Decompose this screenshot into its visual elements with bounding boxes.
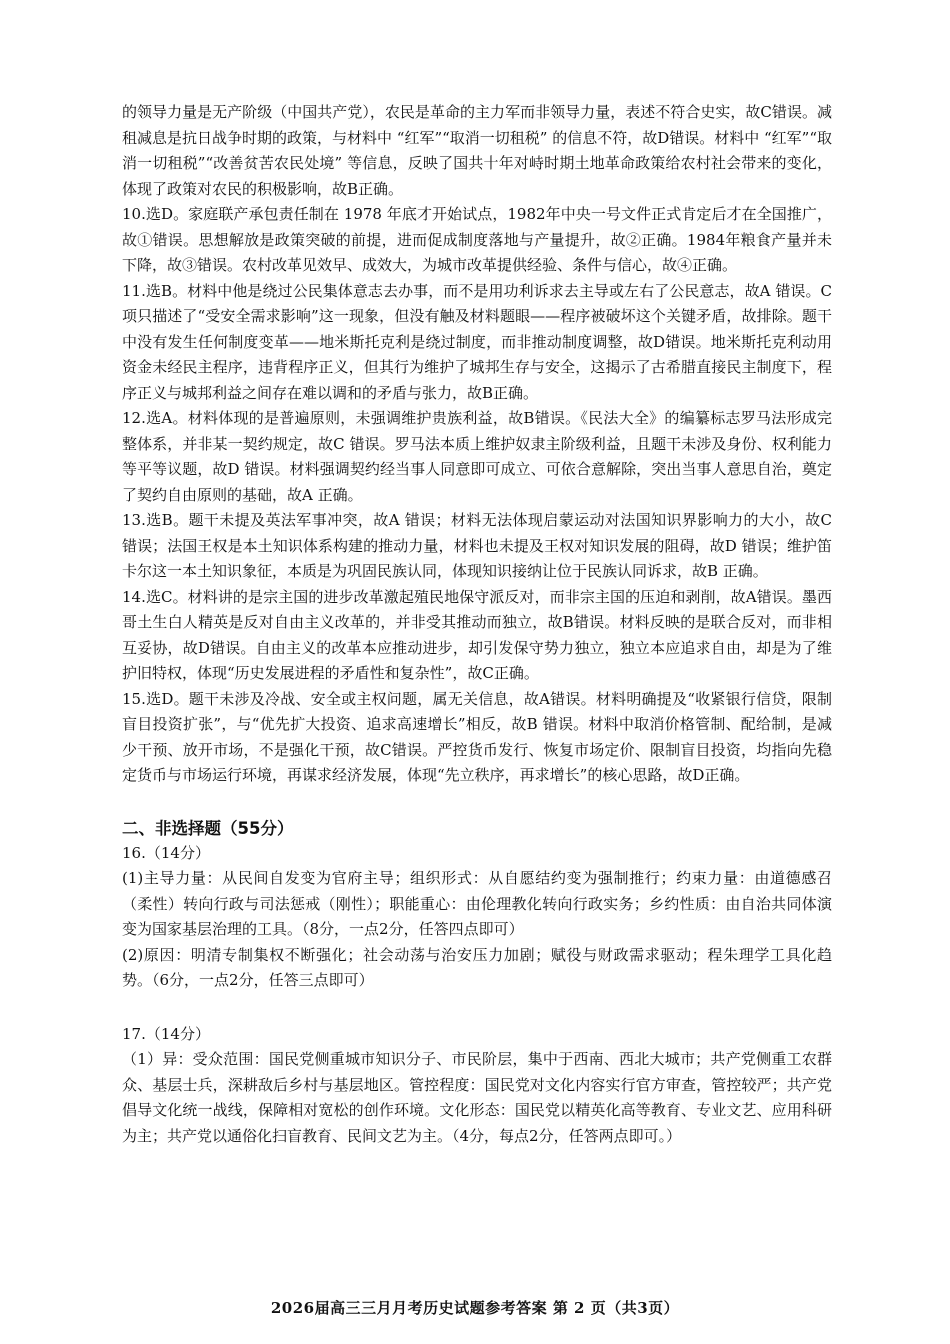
spacer	[122, 789, 832, 817]
q15-answer: 15.选D。题干未涉及冷战、安全或主权问题，属无关信息，故A错误。材料明确提及“收紧银行信贷，限制盲目投资扩张”，与“优先扩大投资、追求高速增长”相反，故B 错误。材料中取消价格管制、配给制，是减少干预、放开市场，不是强化干预，故C错误。严控货币发行、恢复市场定价、限制盲目投资，均指向先稳定货币与市场运行环境，再谋求经济发展，体现“先立秩序，再求增长”的核心思路，故D正确。	[122, 689, 832, 784]
q13-answer: 13.选B。题干未提及英法军事冲突，故A 错误；材料无法体现启蒙运动对法国知识界影响力的大小，故C 错误；法国王权是本土知识体系构建的推动力量，材料也未提及王权对知识发展的阻碍，故D 错误；维护笛卡尔这一本土知识象征，本质是为巩固民族认同，体现知识接纳让位于民族认同诉求，故B 正确。	[122, 511, 832, 580]
q17-part1: （1）异：受众范围：国民党侧重城市知识分子、市民阶层，集中于西南、西北大城市；共产党侧重工农群众、基层士兵，深耕敌后乡村与基层地区。管控程度：国民党对文化内容实行官方审查，管控较严；共产党倡导文化统一战线，保障相对宽松的创作环境。文化形态：国民党以精英化高等教育、专业文艺、应用科研为主；共产党以通俗化扫盲教育、民间文艺为主。（4分，每点2分，任答两点即可。）	[122, 1050, 832, 1145]
q16-heading: 16.（14分）	[122, 843, 210, 862]
q9-answer-tail: 的领导力量是无产阶级（中国共产党），农民是革命的主力军而非领导力量，表述不符合史实，故C错误。减租减息是抗日战争时期的政策，与材料中 “红军”“取消一切租税” 的信息不符，故D错误。材料中 “红军”“取消一切租税”“改善贫苦农民处境” 等信息，反映了国共十年对峙时期土地革命政策给农村社会带来的变化，体现了政策对农民的积极影响，故B正确。	[122, 103, 833, 198]
q16-part2: (2)原因：明清专制集权不断强化；社会动荡与治安压力加剧；赋役与财政需求驱动；程朱理学工具化趋势。（6分，一点2分，任答三点即可）	[122, 945, 832, 989]
q16-part1: (1)主导力量：从民间自发变为官府主导；组织形式：从自愿结约变为强制推行；约束力量：由道德感召（柔性）转向行政与司法惩戒（刚性）；职能重心：由伦理教化转向行政实务；乡约性质：由自治共同体演变为国家基层治理的工具。（8分，一点2分，任答四点即可）	[122, 869, 832, 938]
section-title: 二、非选择题（55分）	[122, 818, 294, 838]
answer-content	[122, 100, 832, 1149]
q12-answer: 12.选A。材料体现的是普遍原则，未强调维护贵族利益，故B错误。《民法大全》的编纂标志罗马法形成完整体系，并非某一契约规定，故C 错误。罗马法本质上维护奴隶主阶级利益，且题干未涉及身份、权利能力等平等议题，故D 错误。材料强调契约经当事人同意即可成立、可依合意解除，突出当事人意思自治，奠定了契约自由原则的基础，故A 正确。	[122, 409, 832, 504]
q14-answer: 14.选C。材料讲的是宗主国的进步改革激起殖民地保守派反对，而非宗主国的压迫和剥削，故A错误。墨西哥土生白人精英是反对自由主义改革的，并非受其推动而独立，故B错误。材料反映的是联合反对，而非相互妥协，故D错误。自由主义的改革本应推动进步，却引发保守势力独立，独立本应追求自由，却是为了维护旧特权，体现“历史发展进程的矛盾性和复杂性”，故C正确。	[122, 587, 832, 682]
q11-answer: 11.选B。材料中他是绕过公民集体意志去办事，而不是用功利诉求去主导或左右了公民意志，故A 错误。C项只描述了“受安全需求影响”这一现象，但没有触及材料题眼——程序被破坏这个关键矛盾，故排除。题干中没有发生任何制度变革——地米斯托克利是绕过制度，而非推动制度调整，故D错误。地米斯托克利动用资金未经民主程序，违背程序正义，但其行为维护了城邦生存与安全，这揭示了古希腊直接民主制度下，程序正义与城邦利益之间存在难以调和的矛盾与张力，故B正确。	[122, 281, 832, 402]
spacer	[122, 994, 832, 1022]
page-footer: 2026届高三三月月考历史试题参考答案 第 2 页（共3页）	[270, 1299, 680, 1317]
q17-heading: 17.（14分）	[122, 1024, 210, 1043]
q10-answer: 10.选D。家庭联产承包责任制在 1978 年底才开始试点，1982年中央一号文件正式肯定后才在全国推广，故①错误。思想解放是政策突破的前提，进而促成制度落地与产量提升，故②正确。1984年粮食产量并未下降，故③错误。农村改革见效早、成效大，为城市改革提供经验、条件与信心，故④正确。	[122, 205, 832, 274]
